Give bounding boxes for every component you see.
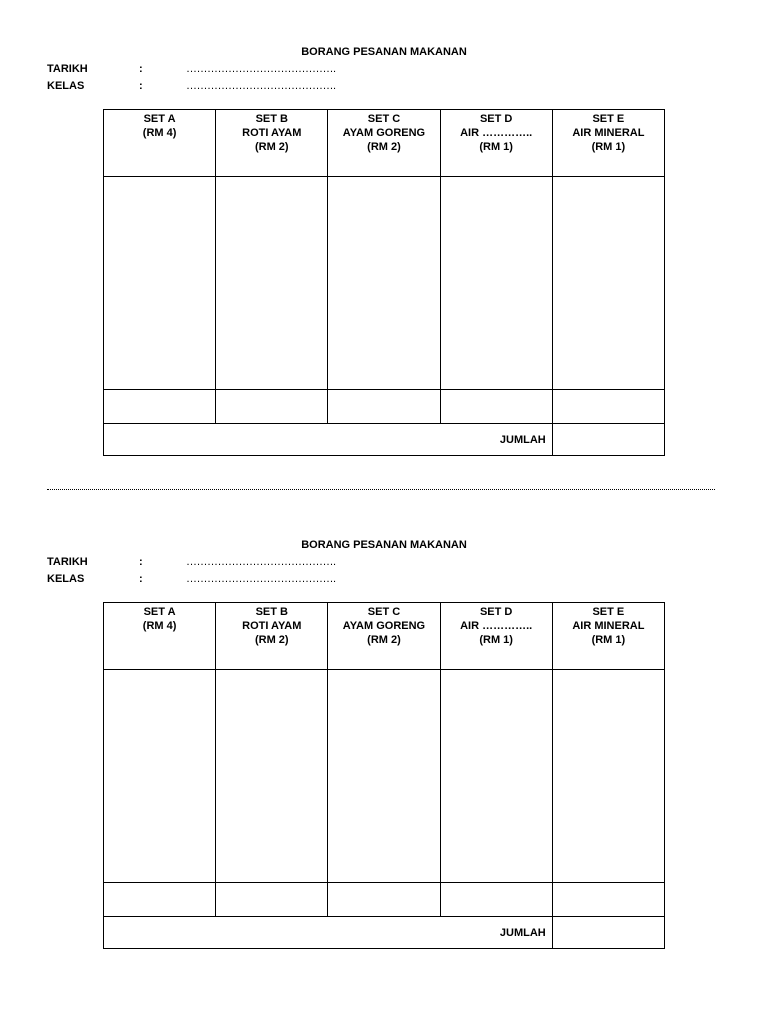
entry-row [104, 670, 665, 883]
set-e-item: AIR MINERAL [572, 127, 645, 139]
entry-cell-set-a[interactable] [104, 670, 216, 883]
class-fill-line[interactable]: ……………………………………. [186, 573, 336, 585]
set-a-name: SET A [143, 113, 176, 125]
subtotal-cell-set-b[interactable] [216, 390, 328, 424]
column-header-set-e [552, 603, 664, 670]
order-table [103, 109, 665, 456]
set-d-item: AIR ………….. [460, 620, 533, 632]
cut-line-divider [47, 489, 715, 490]
total-value-cell[interactable] [552, 424, 664, 456]
set-b-item: ROTI AYAM [242, 127, 302, 139]
entry-cell-set-e[interactable] [552, 670, 664, 883]
subtotal-row [104, 883, 665, 917]
set-d-name: SET D [479, 113, 513, 125]
set-b-price: (RM 2) [254, 141, 289, 153]
date-label: TARIKH [47, 556, 88, 568]
class-colon: : [139, 80, 143, 92]
set-e-name: SET E [592, 606, 625, 618]
date-colon: : [139, 63, 143, 75]
set-c-item: AYAM GORENG [342, 620, 426, 632]
subtotal-cell-set-b[interactable] [216, 883, 328, 917]
subtotal-cell-set-c[interactable] [328, 883, 440, 917]
header-row [104, 110, 665, 177]
class-colon: : [139, 573, 143, 585]
class-label: KELAS [47, 80, 85, 92]
subtotal-cell-set-e[interactable] [552, 390, 664, 424]
entry-cell-set-d[interactable] [440, 670, 552, 883]
set-a-name: SET A [143, 606, 176, 618]
set-d-price: (RM 1) [479, 634, 513, 646]
total-value-cell[interactable] [552, 917, 664, 949]
column-header-set-e [552, 110, 664, 177]
total-row [104, 424, 665, 456]
subtotal-cell-set-a[interactable] [104, 390, 216, 424]
set-d-item: AIR ………….. [460, 127, 533, 139]
form-title: BORANG PESANAN MAKANAN [301, 46, 467, 58]
form-title: BORANG PESANAN MAKANAN [301, 539, 467, 551]
entry-cell-set-c[interactable] [328, 670, 440, 883]
set-d-name: SET D [479, 606, 513, 618]
subtotal-cell-set-a[interactable] [104, 883, 216, 917]
column-header-set-b [216, 110, 328, 177]
subtotal-cell-set-c[interactable] [328, 390, 440, 424]
date-colon: : [139, 556, 143, 568]
total-label: JUMLAH [104, 424, 553, 456]
column-header-set-a [104, 110, 216, 177]
header-row [104, 603, 665, 670]
date-fill-line[interactable]: ……………………………………. [186, 63, 336, 75]
entry-cell-set-c[interactable] [328, 177, 440, 390]
column-header-set-c [328, 110, 440, 177]
set-e-item: AIR MINERAL [572, 620, 645, 632]
column-header-set-c [328, 603, 440, 670]
entry-cell-set-e[interactable] [552, 177, 664, 390]
set-c-item: AYAM GORENG [342, 127, 426, 139]
subtotal-row [104, 390, 665, 424]
column-header-set-d [440, 110, 552, 177]
order-table [103, 602, 665, 949]
date-label: TARIKH [47, 63, 88, 75]
total-row [104, 917, 665, 949]
subtotal-cell-set-e[interactable] [552, 883, 664, 917]
set-a-price: (RM 4) [142, 127, 177, 139]
column-header-set-d [440, 603, 552, 670]
entry-cell-set-d[interactable] [440, 177, 552, 390]
column-header-set-b [216, 603, 328, 670]
set-b-name: SET B [255, 113, 288, 125]
entry-cell-set-b[interactable] [216, 177, 328, 390]
set-c-name: SET C [367, 113, 401, 125]
class-label: KELAS [47, 573, 85, 585]
column-header-set-a [104, 603, 216, 670]
set-a-price: (RM 4) [142, 620, 177, 632]
entry-cell-set-b[interactable] [216, 670, 328, 883]
set-b-item: ROTI AYAM [242, 620, 302, 632]
set-e-name: SET E [592, 113, 625, 125]
subtotal-cell-set-d[interactable] [440, 390, 552, 424]
class-fill-line[interactable]: ……………………………………. [186, 80, 336, 92]
subtotal-cell-set-d[interactable] [440, 883, 552, 917]
set-c-price: (RM 2) [367, 634, 401, 646]
total-label: JUMLAH [104, 917, 553, 949]
date-fill-line[interactable]: ……………………………………. [186, 556, 336, 568]
entry-cell-set-a[interactable] [104, 177, 216, 390]
set-c-name: SET C [367, 606, 401, 618]
entry-row [104, 177, 665, 390]
set-d-price: (RM 1) [479, 141, 513, 153]
set-e-price: (RM 1) [591, 141, 626, 153]
set-b-price: (RM 2) [254, 634, 289, 646]
set-c-price: (RM 2) [367, 141, 401, 153]
set-b-name: SET B [255, 606, 288, 618]
set-e-price: (RM 1) [591, 634, 626, 646]
